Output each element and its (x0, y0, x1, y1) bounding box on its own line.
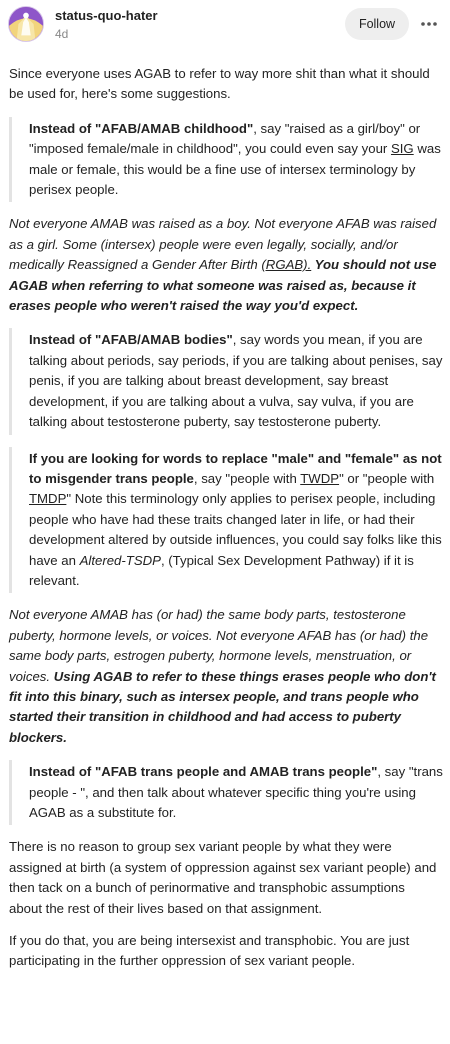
paragraph-conclusion: If you do that, you are being intersexist and transphobic. You are just participating in the further oppression of sex variant people. (9, 933, 410, 969)
timestamp[interactable]: 4d (55, 27, 69, 41)
quote-block-trans-people (9, 760, 450, 825)
username[interactable]: status-quo-hater (55, 8, 158, 23)
quote-trans-people-text: Instead of "AFAB trans people and AMAB trans people", say "trans people - ", and then talk about whatever specific thing you're using AGAB as a substitute for. (29, 764, 443, 820)
paragraph-body-parts: Not everyone AMAB has (or had) the same body parts, testosterone puberty, hormone levels, or voices. Not everyone AFAB has (or had) the same body parts, estrogen puberty, hormone levels, menstruation, or voices. Using AGAB to refer to these things erases people who don't fit into this binary, such as intersex people, and trans people who started their transition in childhood and had access to puberty blockers. (9, 607, 436, 745)
quote-male-female-text: If you are looking for words to replace "male" and "female" as not to misgender trans people, say "people with TWDP" or "people with TMDP" Note this terminology only applies to perisex people, including people who have had these traits changed later in life, or had their development altered by outside influences, you could say folks like this have an Altered-TSDP, (Typical Sex Development Pathway) if it is relevant. (29, 450, 442, 588)
paragraph-no-reason: There is no reason to group sex variant people by what they were assigned at birth (a system of oppression against sex variant people) and then tack on a bunch of perinormative and transphobic assumptions about the rest of their lives based on that assignment. (9, 839, 437, 916)
post-intro: Since everyone uses AGAB to refer to way more shit than what it should be used for, here's some suggestions. (9, 66, 430, 102)
quote-block-childhood (9, 117, 450, 203)
quote-bodies-text: Instead of "AFAB/AMAB bodies", say words you mean, if you are talking about periods, say periods, if you are talking about penises, say penis, if you are talking about breast development, say breast development, if you are talking about a vulva, say vulva, if you are talking about testosterone puberty, say testosterone puberty. (29, 332, 443, 430)
rgab-link[interactable]: (RGAB). (261, 257, 312, 273)
tmdp-link[interactable]: TMDP (29, 491, 67, 507)
more-options-icon[interactable] (418, 14, 440, 34)
avatar-icon[interactable] (8, 6, 44, 42)
quote-block-bodies (9, 328, 450, 434)
sig-link[interactable]: SIG (390, 141, 414, 157)
quote-block-male-female (9, 447, 450, 594)
twdp-link[interactable]: TWDP (300, 470, 340, 486)
post-body (0, 52, 450, 972)
paragraph-raised: Not everyone AMAB was raised as a boy. Not everyone AFAB was raised as a girl. Some (intersex) people were even legally, socially, and/or medically Reassigned a Gender After Birth (RGAB). You should not use AGAB when referring to what someone was raised as, because it erases people who weren't raised the way you'd expect. (9, 216, 437, 314)
quote-childhood-text: Instead of "AFAB/AMAB childhood", say "raised as a girl/boy" or "imposed female/male in childhood", you could even say your SIG was male or female, this would be a fine use of intersex terminology by perisex people. (29, 120, 441, 198)
follow-button[interactable]: Follow (345, 8, 409, 40)
post-header (0, 0, 450, 48)
